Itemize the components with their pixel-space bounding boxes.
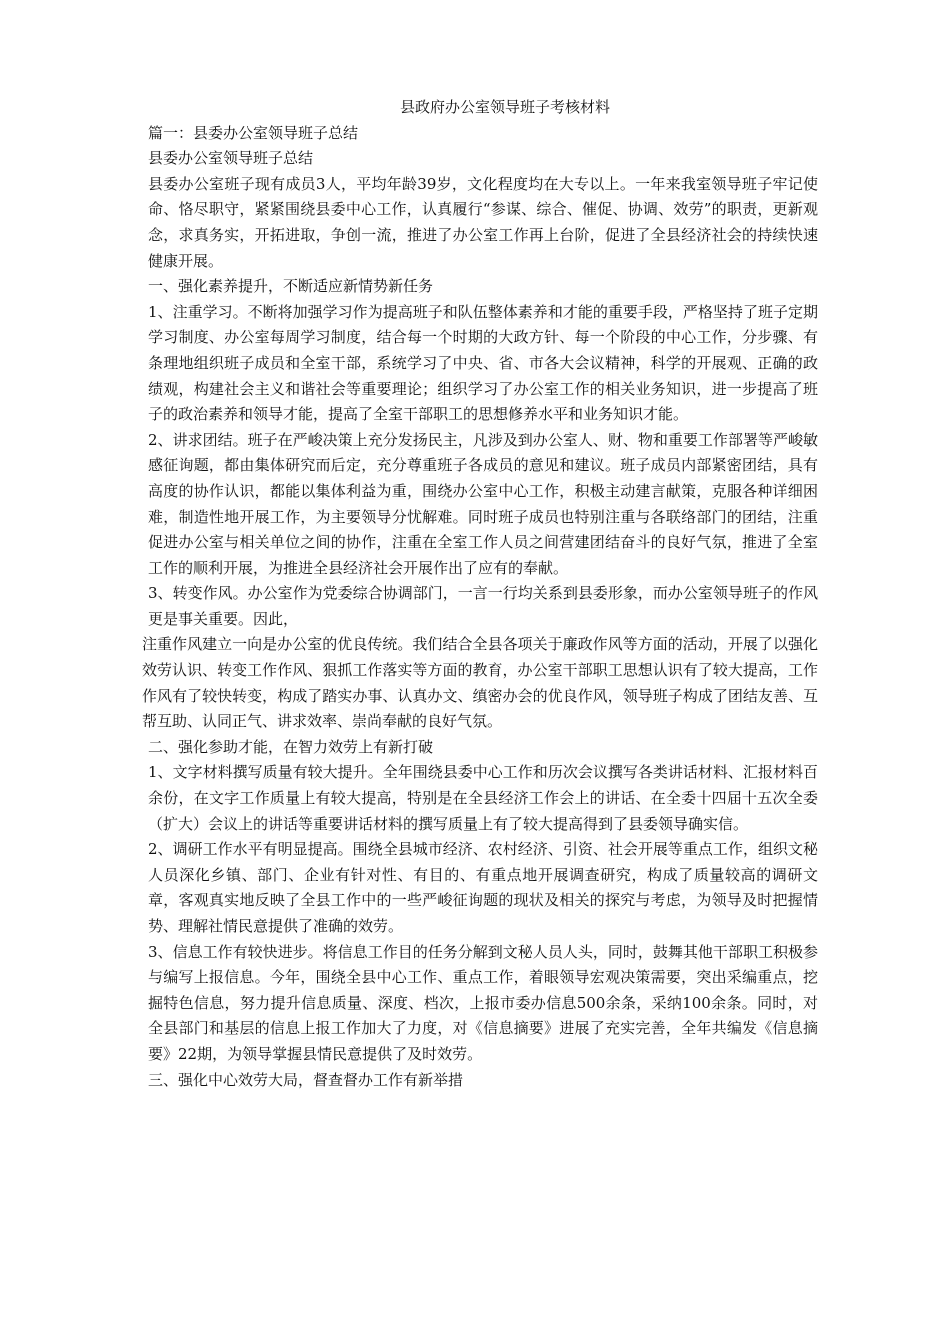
paragraph: 县委办公室领导班子总结 <box>148 149 314 168</box>
paragraph: 二、强化参助才能，在智力效劳上有新打破 <box>148 737 434 756</box>
paragraph: 县委办公室班子现有成员3人，平均年龄39岁，文化程度均在大专以上。一年来我室领导班子牢记使命、恪尽职守，紧紧围绕县委中心工作，认真履行“参谋、综合、催促、协调、效劳”的职责，更新观念，求真务实，开拓进取，争创一流，推进了办公室工作再上台阶，促进了全县经济社会的持续快速健康开展。 <box>148 174 818 270</box>
paragraph: 注重作风建立一向是办公室的优良传统。我们结合全县各项关于廉政作风等方面的活动，开展了以强化效劳认识、转变工作作风、狠抓工作落实等方面的教育，办公室干部职工思想认识有了较大提高，工作作风有了较快转变，构成了踏实办事、认真办文、缜密办会的优良作风，领导班子构成了团结友善、互帮互助、认同正气、讲求效率、崇尚奉献的良好气氛。 <box>142 635 818 731</box>
paragraph: 1、注重学习。不断将加强学习作为提高班子和队伍整体素养和才能的重要手段，严格坚持了班子定期学习制度、办公室每周学习制度，结合每一个时期的大政方针、每一个阶段的中心工作，分步骤、有条理地组织班子成员和全室干部，系统学习了中央、省、市各大会议精神，科学的开展观、正确的政绩观，构建社会主义和谐社会等重要理论；组织学习了办公室工作的相关业务知识，进一步提高了班子的政治素养和领导才能，提高了全室干部职工的思想修养水平和业务知识才能。 <box>148 302 818 424</box>
paragraph: 2、调研工作水平有明显提高。围绕全县城市经济、农村经济、引资、社会开展等重点工作，组织文秘人员深化乡镇、部门、企业有针对性、有目的、有重点地开展调查研究，构成了质量较高的调研文章，客观真实地反映了全县工作中的一些严峻征询题的现状及相关的探究与考虑，为领导及时把握情势、理解社情民意提供了准确的效劳。 <box>148 840 818 935</box>
paragraph: 2、讲求团结。班子在严峻决策上充分发扬民主，凡涉及到办公室人、财、物和重要工作部署等严峻敏感征询题，都由集体研究而后定，充分尊重班子各成员的意见和建议。班子成员内部紧密团结，具有高度的协作认识，都能以集体利益为重，围绕办公室中心工作，积极主动建言献策，克服各种详细困难，制造性地开展工作，为主要领导分忧解难。同时班子成员也特别注重与各联络部门的团结，注重促进办公室与相关单位之间的协作，注重在全室工作人员之间营建团结奋斗的良好气氛，推进了全室工作的顺利开展，为推进全县经济社会开展作出了应有的奉献。 <box>148 430 818 577</box>
document-body <box>142 95 818 1093</box>
paragraph: 三、强化中心效劳大局，督查督办工作有新举措 <box>148 1070 464 1089</box>
paragraph-list <box>142 121 818 1094</box>
paragraph: 一、强化素养提升，不断适应新情势新任务 <box>148 277 434 296</box>
paragraph: 篇一：县委办公室领导班子总结 <box>148 123 359 142</box>
paragraph: 3、信息工作有较快进步。将信息工作目的任务分解到文秘人员人头，同时，鼓舞其他干部职工积极参与编写上报信息。今年，围绕全县中心工作、重点工作，着眼领导宏观决策需要，突出采编重点，挖掘特色信息，努力提升信息质量、深度、档次，上报市委办信息500余条，采纳100余条。同时，对全县部门和基层的信息上报工作加大了力度，对《信息摘要》进展了充实完善，全年共编发《信息摘要》22期，为领导掌握县情民意提供了及时效劳。 <box>148 942 818 1063</box>
paragraph: 1、文字材料撰写质量有较大提升。全年围绕县委中心工作和历次会议撰写各类讲话材料、汇报材料百余份，在文字工作质量上有较大提高，特别是在全县经济工作会上的讲话、在全委十四届十五次全委（扩大）会议上的讲话等重要讲话材料的撰写质量上有了较大提高得到了县委领导确实信。 <box>148 763 818 833</box>
document-title: 县政府办公室领导班子考核材料 <box>399 98 610 116</box>
paragraph: 3、转变作风。办公室作为党委综合协调部门，一言一行均关系到县委形象，而办公室领导班子的作风更是事关重要。因此， <box>148 584 818 628</box>
